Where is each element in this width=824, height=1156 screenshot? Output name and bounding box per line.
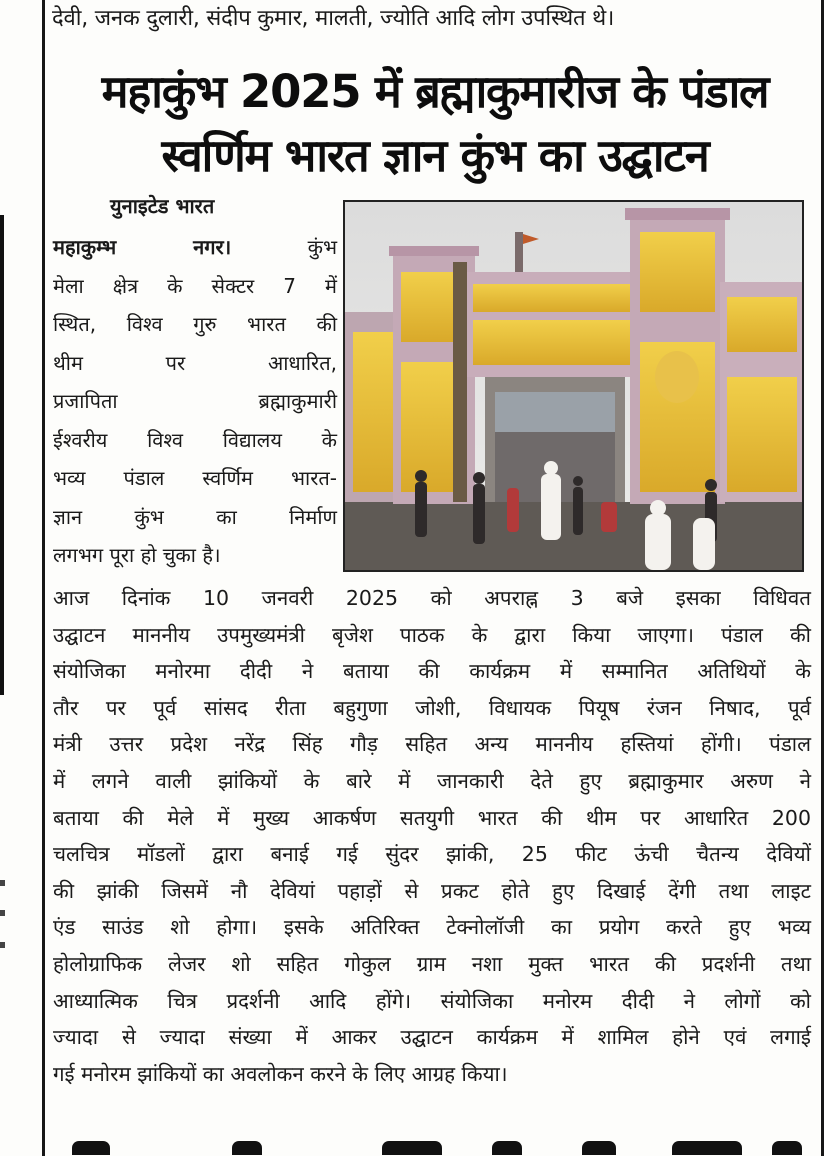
body-line: बताया की मेले में मुख्य आकर्षण सतयुगी भारत की थीम पर आधारित 200 bbox=[53, 805, 811, 830]
next-headline-cropped bbox=[52, 1133, 817, 1155]
column-line: लगभग पूरा हो चुका है। bbox=[53, 543, 221, 567]
body-line: ज्यादा से ज्यादा संख्या में आकर उद्घाटन कार्यक्रम में शामिल होने एवं लगाई bbox=[53, 1025, 811, 1050]
body-line: चलचित्र मॉडलों द्वारा बनाई गई सुंदर झांकी, 25 फीट ऊंची चैतन्य देवियों bbox=[53, 842, 811, 867]
adjacent-column-fragments bbox=[0, 880, 5, 960]
column-line: भव्य पंडाल स्वर्णिम भारत- bbox=[53, 466, 337, 490]
body-line: मंत्री उत्तर प्रदेश नरेंद्र सिंह गौड़ सहित अन्य माननीय हस्तियां होंगी। पंडाल bbox=[53, 732, 811, 757]
body-line: की झांकी जिसमें नौ देवियां पहाड़ों से प्रकट होते हुए दिखाई देंगी तथा लाइट bbox=[53, 878, 811, 903]
column-line: स्थित, विश्व गुरु भारत की bbox=[53, 312, 337, 336]
column-line: ईश्वरीय विश्व विद्यालय के bbox=[53, 427, 337, 452]
body-line: उद्घाटन माननीय उपमुख्यमंत्री बृजेश पाठक के द्वारा किया जाएगा। पंडाल की bbox=[53, 622, 811, 647]
headline-line-1: महाकुंभ 2025 में ब्रह्माकुमारीज के पंडाल bbox=[101, 65, 769, 118]
adjacent-column-rule bbox=[0, 215, 4, 695]
column-line: ज्ञान कुंभ का निर्माण bbox=[53, 504, 337, 529]
body-line: संयोजिका मनोरमा दीदी ने बताया की कार्यक्रम में सम्मानित अतिथियों के bbox=[53, 659, 811, 684]
column-line-1: महाकुम्भ नगर। कुंभ bbox=[53, 235, 338, 259]
body-line: आज दिनांक 10 जनवरी 2025 को अपराह्न 3 बजे इसका विधिवत bbox=[53, 586, 811, 610]
body-line: आध्यात्मिक चित्र प्रदर्शनी आदि होंगे। संयोजिका मनोरम दीदी ने लोगों को bbox=[53, 988, 811, 1013]
article-body bbox=[53, 580, 811, 1092]
body-line: एंड साउंड शो होगा। इसके अतिरिक्त टेक्नोलॉजी का प्रयोग करते हुए भव्य bbox=[53, 915, 811, 940]
previous-article-last-line: देवी, जनक दुलारी, संदीप कुमार, मालती, ज्योति आदि लोग उपस्थित थे। bbox=[52, 6, 615, 31]
headline-line-2: स्वर्णिम भारत ज्ञान कुंभ का उद्घाटन bbox=[161, 129, 709, 182]
body-line: में लगने वाली झांकियों के बारे में जानकारी देते हुए ब्रह्माकुमार अरुण ने bbox=[53, 768, 811, 793]
column-line: थीम पर आधारित, bbox=[53, 350, 337, 375]
column-line: प्रजापिता ब्रह्माकुमारी bbox=[53, 389, 337, 413]
body-line: गई मनोरम झांकियों का अवलोकन करने के लिए आग्रह किया। bbox=[53, 1061, 508, 1086]
pandal-gate-photo bbox=[343, 200, 804, 572]
column-line: मेला क्षेत्र के सेक्टर 7 में bbox=[53, 273, 337, 298]
byline: युनाइटेड भारत bbox=[110, 194, 215, 218]
body-line: तौर पर पूर्व सांसद रीता बहुगुणा जोशी, विधायक पियूष रंजन निषाद, पूर्व bbox=[53, 695, 811, 720]
narrow-column-text bbox=[53, 228, 337, 575]
pandal-gate-illustration bbox=[345, 202, 802, 570]
body-line: होलोग्राफिक लेजर शो सहित गोकुल ग्राम नशा मुक्त भारत की प्रदर्शनी तथा bbox=[53, 951, 811, 976]
dateline: महाकुम्भ नगर। bbox=[53, 235, 232, 259]
